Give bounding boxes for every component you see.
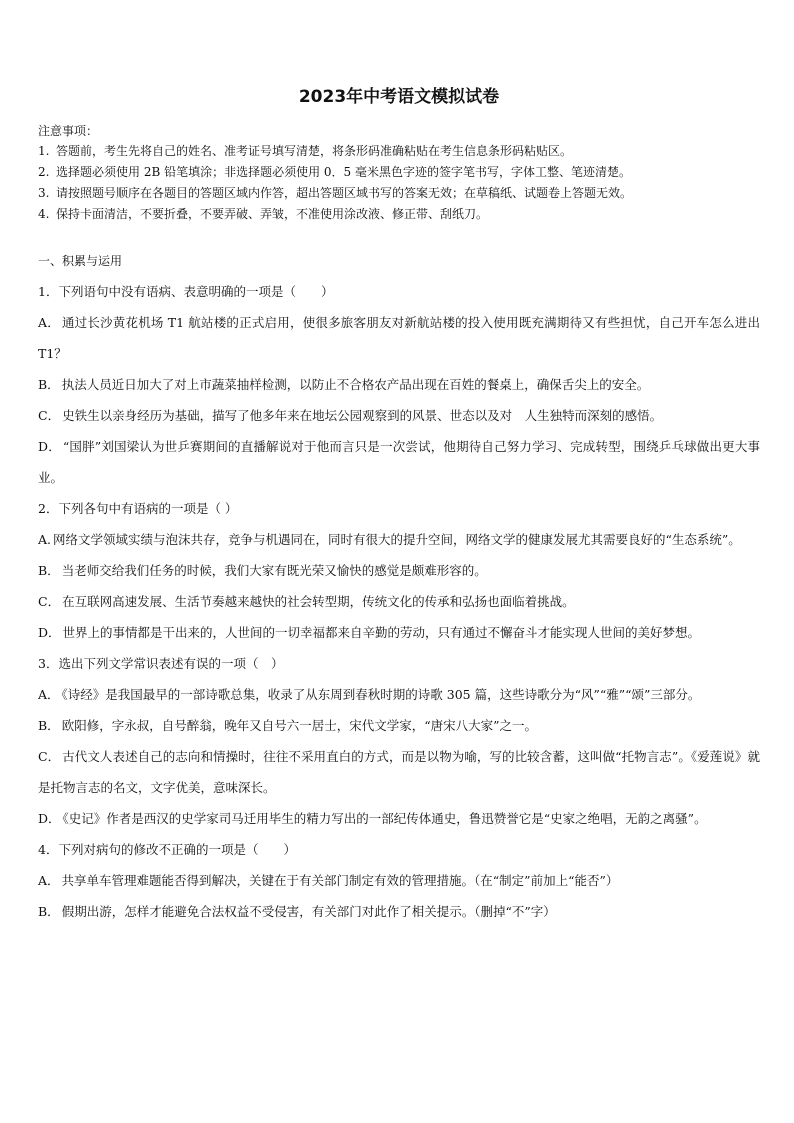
notice-item-text: 选择题必须使用 2B 铅笔填涂；非选择题必须使用 0．5 毫米黑色字迹的签字笔书写，字体工整、笔迹清楚。 (56, 165, 631, 179)
option-letter: A. (38, 532, 52, 547)
option-letter: D． (38, 625, 61, 640)
question-option (38, 400, 760, 431)
exam-page (38, 82, 773, 927)
section-heading: 一、积累与运用 (38, 254, 123, 268)
question-option (38, 896, 760, 927)
question-option (38, 617, 760, 648)
option-text: 网络文学领域实绩与泡沫共存，竞争与机遇同在，同时有很大的提升空间，网络文学的健康发展尤其需要良好的“生态系统”。 (53, 532, 741, 547)
option-text: 当老师交给我们任务的时候，我们大家有既光荣又愉快的感觉是颇难形容的。 (61, 563, 487, 578)
option-letter: B． (38, 904, 60, 919)
page-title: 2023年中考语文模拟试卷 (298, 87, 500, 107)
option-letter: B． (38, 718, 60, 733)
notice-item-text: 保持卡面清洁，不要折叠，不要弄破、弄皱，不准使用涂改液、修正带、刮纸刀。 (56, 207, 489, 221)
option-text: 假期出游，怎样才能避免合法权益不受侵害，有关部门对此作了相关提示。（删掉“不”字） (61, 904, 556, 919)
option-letter: C． (38, 594, 61, 609)
option-text: 《诗经》是我国最早的一部诗歌总集，收录了从东周到春秋时期的诗歌 305 篇，这些诗歌分为“风”“雅”“颂”三部分。 (61, 687, 701, 702)
question-stem: 2．下列各句中有语病的一项是（ ） (38, 501, 238, 516)
question-option (38, 710, 760, 741)
notice-item (38, 162, 760, 183)
question-3 (38, 648, 760, 834)
question-stem: 1．下列语句中没有语病、表意明确的一项是（ ） (38, 284, 334, 299)
notice-item-number: 4. (38, 207, 50, 221)
option-letter: B． (38, 563, 60, 578)
question-option (38, 555, 760, 586)
question-option (38, 741, 760, 803)
notice-item-text: 请按照题号顺序在各题目的答题区域内作答，超出答题区域书写的答案无效；在草稿纸、试题卷上答题无效。 (56, 186, 633, 200)
option-text: 共享单车管理难题能否得到解决，关键在于有关部门制定有效的管理措施。（在“制定”前加上“能否”） (61, 873, 619, 888)
option-text: 《史记》作者是西汉的史学家司马迁用毕生的精力写出的一部纪传体通史，鲁迅赞誉它是“史家之绝唱，无韵之离骚”。 (62, 811, 707, 826)
option-text: 世界上的事情都是干出来的，人世间的一切幸福都来自辛勤的劳动，只有通过不懈奋斗才能实现人世间的美好梦想。 (62, 625, 701, 640)
notice-item (38, 141, 760, 162)
option-text: 史铁生以亲身经历为基础，描写了他多年来在地坛公园观察到的风景、世态以及对 人生独特而深刻的感悟。 (62, 408, 663, 423)
question-option (38, 803, 760, 834)
question-option (38, 865, 760, 896)
question-option (38, 369, 760, 400)
question-option (38, 307, 773, 369)
notice-item (38, 183, 760, 204)
option-text: 在互联网高速发展、生活节奏越来越快的社会转型期，传统文化的传承和弘扬也面临着挑战。 (62, 594, 575, 609)
notice-item-number: 1. (38, 144, 50, 158)
question-option (38, 679, 760, 710)
notice-block (38, 121, 760, 225)
notice-item-number: 3. (38, 186, 50, 200)
option-letter: C． (38, 408, 61, 423)
option-text: 古代文人表述自己的志向和情操时，往往不采用直白的方式，而是以物为喻，写的比较含蓄，这叫做“托物言志”。《爱莲说》就是托物言志的名文，文字优美，意味深长。 (38, 749, 760, 795)
option-letter: A． (38, 873, 60, 888)
option-text: 通过长沙黄花机场 T1 航站楼的正式启用，使很多旅客朋友对新航站楼的投入使用既充满期待又有些担忧，自己开车怎么进出 T1？ (38, 315, 773, 361)
option-letter: D． (38, 439, 61, 454)
notice-item (38, 204, 760, 225)
option-text: “国胖”刘国梁认为世乒赛期间的直播解说对于他而言只是一次尝试，他期待自己努力学习、完成转型，围绕乒乓球做出更大事业。 (38, 439, 760, 485)
question-stem: 4．下列对病句的修改不正确的一项是（ ） (38, 842, 296, 857)
question-option (38, 524, 760, 555)
option-text: 执法人员近日加大了对上市蔬菜抽样检测，以防止不合格农产品出现在百姓的餐桌上，确保舌尖上的安全。 (61, 377, 650, 392)
option-letter: B． (38, 377, 60, 392)
question-option (38, 586, 760, 617)
question-4 (38, 834, 760, 927)
notice-item-number: 2. (38, 165, 50, 179)
question-stem: 3．选出下列文学常识表述有误的一项（ ） (38, 656, 284, 671)
question-option (38, 431, 760, 493)
option-text: 欧阳修，字永叔，自号醉翁，晚年又自号六一居士，宋代文学家，“唐宋八大家”之一。 (61, 718, 537, 733)
notice-item-text: 答题前，考生先将自己的姓名、准考证号填写清楚，将条形码准确粘贴在考生信息条形码粘贴区。 (56, 144, 573, 158)
option-letter: C． (38, 749, 61, 764)
option-letter: D． (38, 811, 61, 826)
notice-heading: 注意事项： (38, 124, 99, 138)
option-letter: A． (38, 687, 60, 702)
option-letter: A． (38, 315, 60, 330)
question-2 (38, 493, 760, 648)
question-1 (38, 276, 773, 493)
